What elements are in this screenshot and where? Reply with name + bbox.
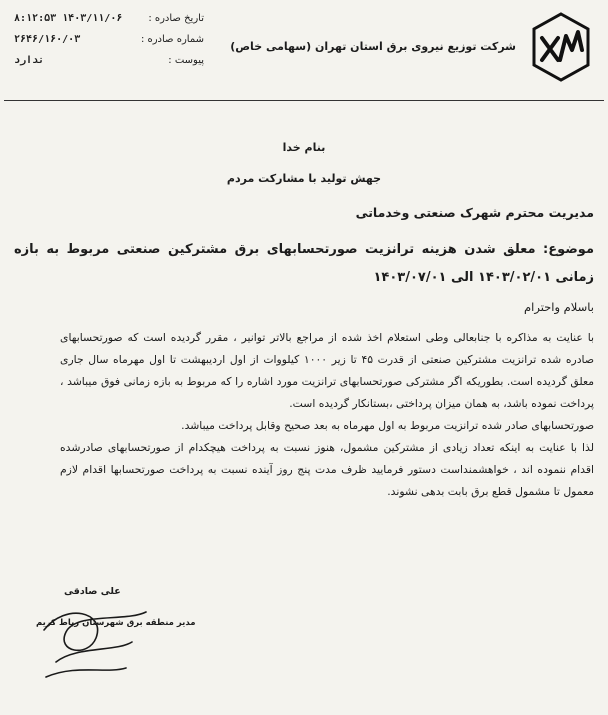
company-logo-icon [528, 10, 594, 84]
slogan: جهش تولید با مشارکت مردم [226, 172, 382, 185]
header-divider [4, 100, 604, 101]
body-paragraph: با عنایت به مذاکره با جنابعالی وطی استعلام اخذ شده از مراجع بالاتر توانیر ، مقرر گردیده است که صورتحسابهای صادره شده ترانزیت مشترکین صنعتی از قدرت ۴۵ تا زیر ۱۰۰۰ کیلووات از اول اردیبهشت تا اول مهرماه سال جاری معلق گردیده است. بطوریکه اگر مشترکی صورتحسابهای ترانزیت مورد اشاره را که مربوط به بازه زمانی فوق میباشد ، پرداخت نموده باشد، به همان میزان پرداختی ،بستانکار گردیده است. [60, 331, 594, 410]
greeting: باسلام واحترام [524, 300, 594, 314]
body-paragraph: صورتحسابهای صادر شده ترانزیت مربوط به اول مهرماه به بعد صحیح وقابل پرداخت میباشد. [181, 419, 594, 432]
issue-number-value: ۲۶۴۶/۱۶۰/۰۳ [14, 34, 81, 45]
issue-date-value: ۸:۱۲:۵۳ ۱۴۰۳/۱۱/۰۶ [14, 13, 123, 24]
body-paragraph: لذا با عنایت به اینکه تعداد زیادی از مشترکین مشمول، هنوز نسبت به پرداخت هیچکدام از صورتحسابهای صادرشده اقدام ننموده اند ، خواهشمنداست دستور فرمایید ظرف مدت پنج روز آینده نسبت به پرداخت صورتحسابها اقدام لازم معمول تا مشمول قطع برق بابت بدهی نشوند. [60, 441, 594, 498]
attachment-value: ندارد [14, 55, 45, 66]
addressee: مدیریت محترم شهرک صنعتی وخدماتی [355, 205, 594, 220]
issue-number-row [14, 29, 204, 50]
issue-date-row [14, 8, 204, 29]
issue-number-label: شماره صادره : [140, 34, 204, 45]
letter-body [60, 327, 594, 503]
subject-line: موضوع: معلق شدن هزینه ترانزیت صورتحسابهای برق مشترکین صنعتی مربوط به بازه زمانی ۱۴۰۳/۰۲/۰۱ الی ۱۴۰۳/۰۷/۰۱ [14, 242, 594, 285]
company-name: شرکت توزیع نیروی برق استان تهران (سهامی خاص) [230, 40, 516, 53]
attachment-label: پیوست : [168, 55, 204, 66]
issue-date-label: تاریخ صادره : [148, 13, 204, 24]
signatory-title: مدیر منطقه برق شهرستان رباط کریم [36, 618, 196, 628]
signature-scribble-icon [36, 582, 156, 692]
attachment-row [14, 50, 204, 71]
signatory-name: علی صادقی [64, 586, 121, 597]
invocation: بنام خدا [282, 141, 326, 154]
letter-metadata [14, 8, 204, 71]
